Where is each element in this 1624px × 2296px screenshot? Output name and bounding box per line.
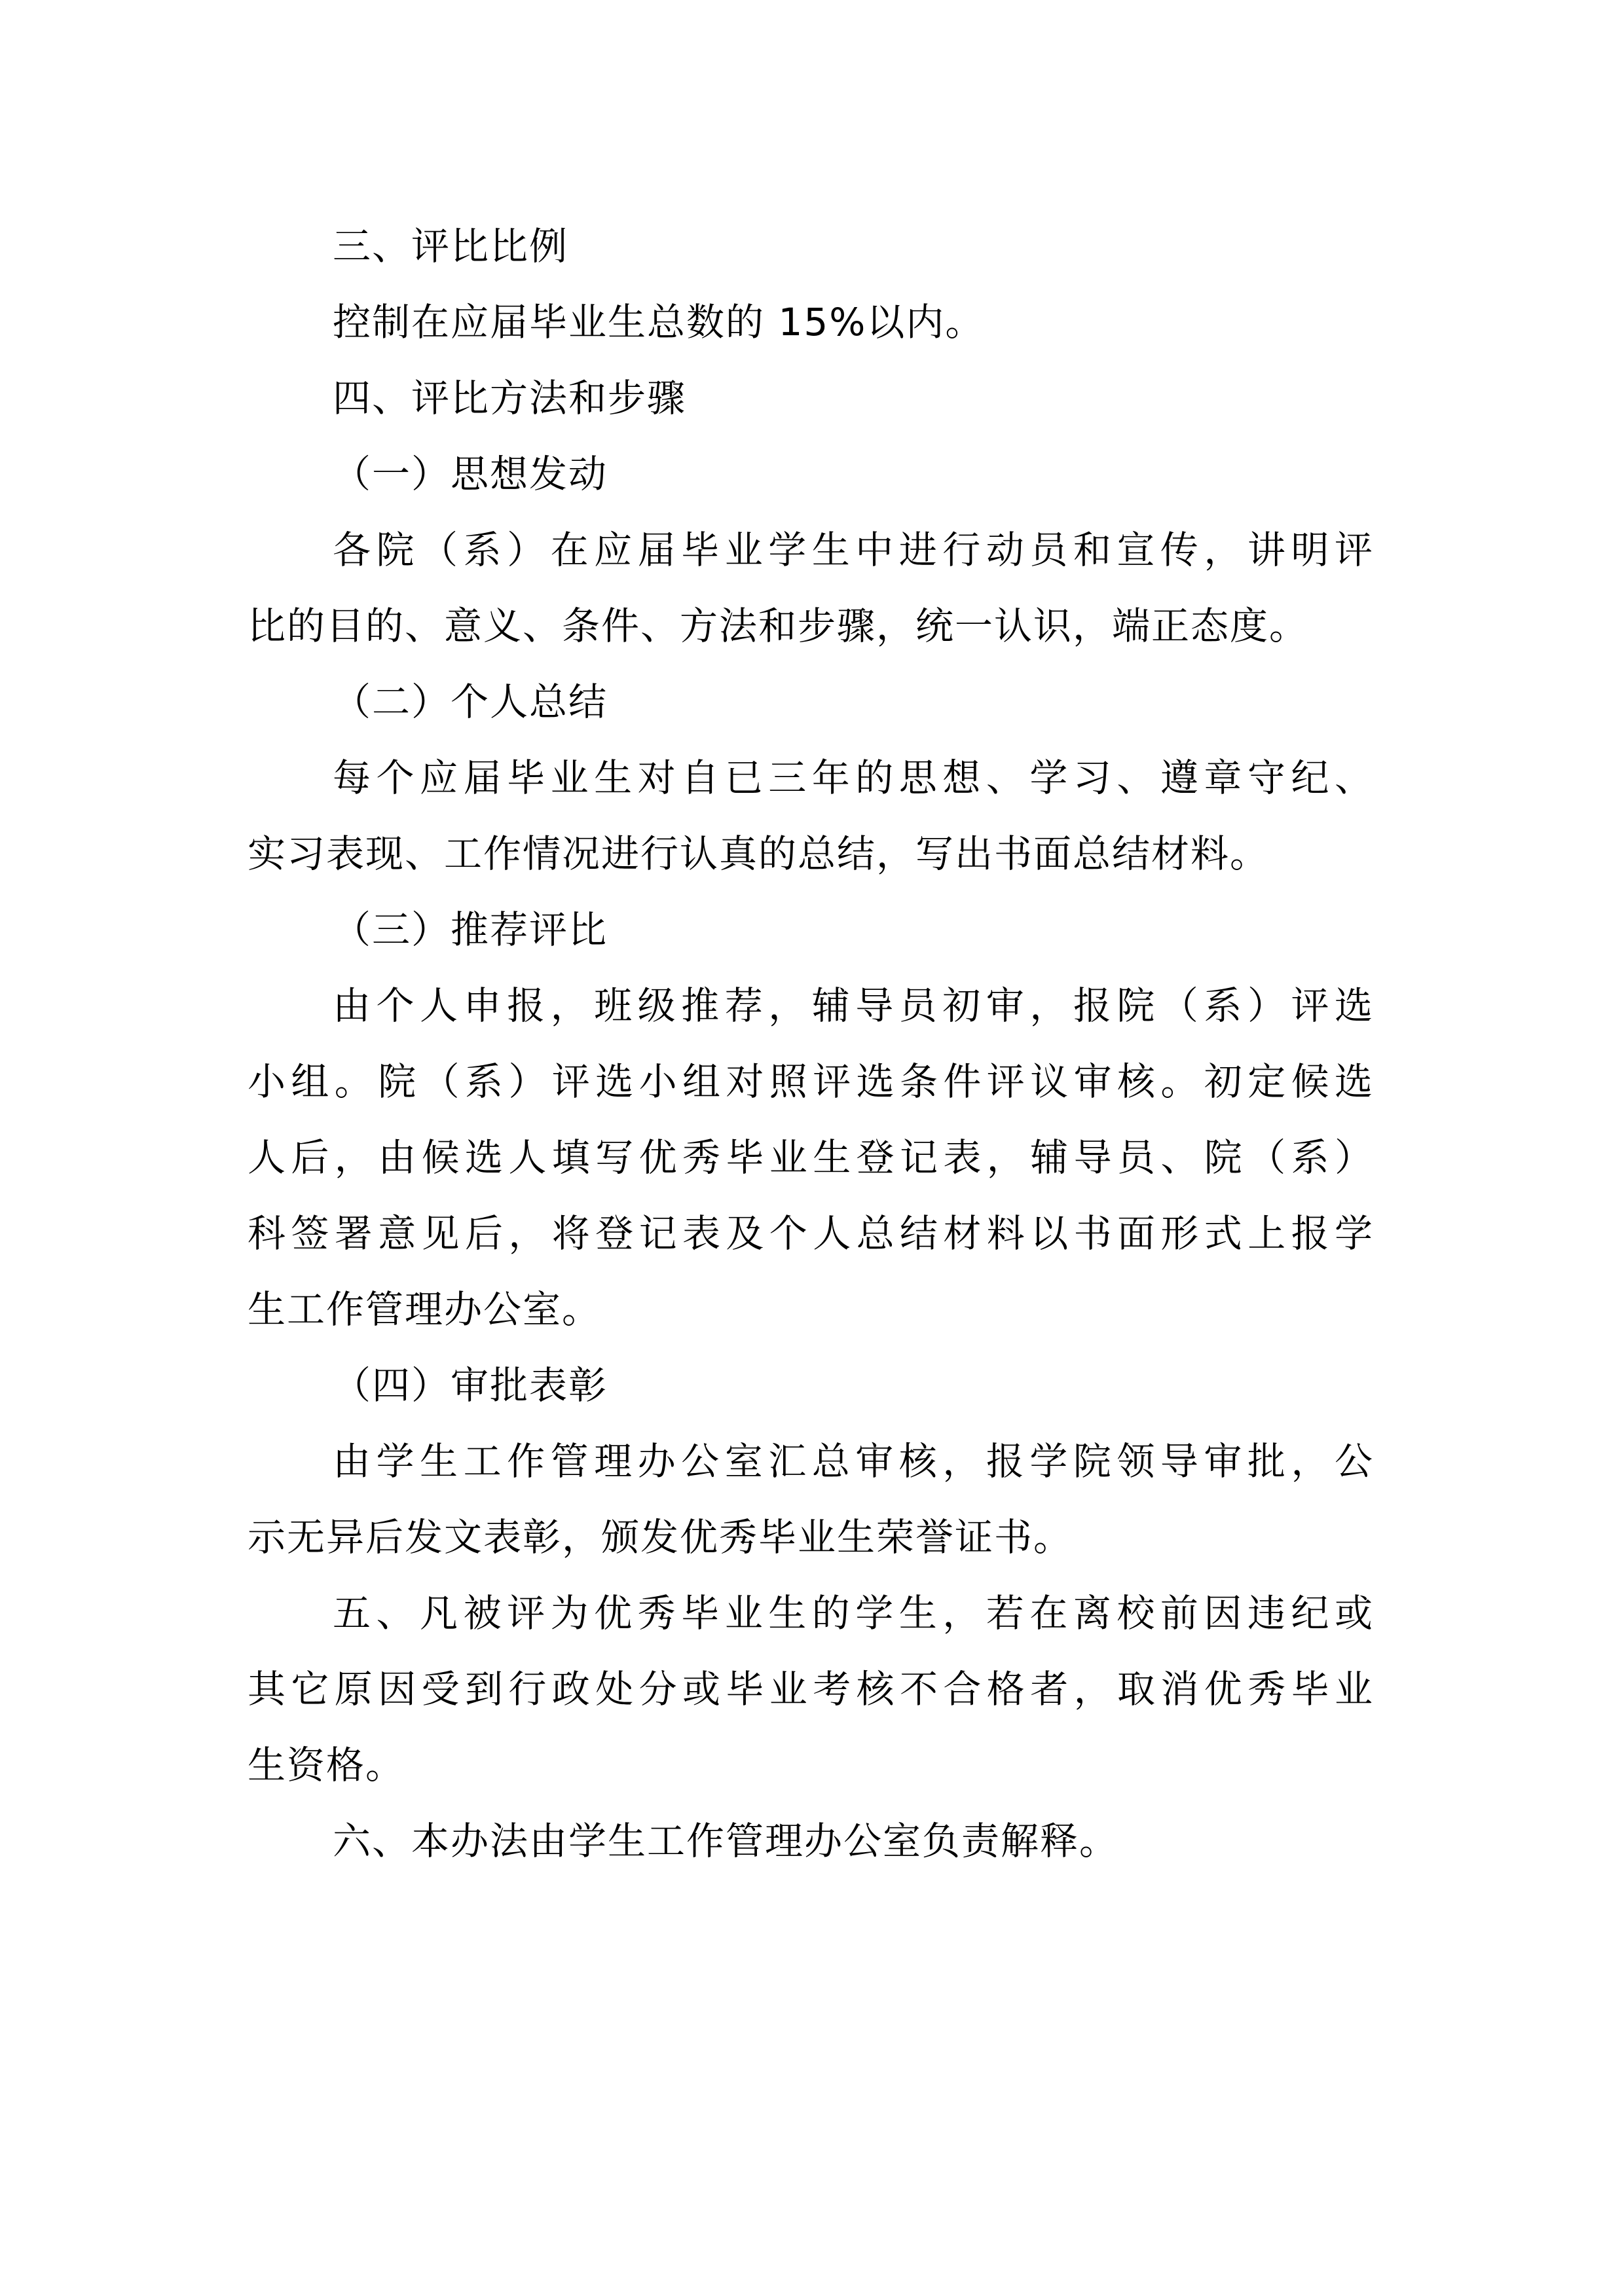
paragraph-line: 比的目的、意义、条件、方法和步骤，统一认识，端正态度。 <box>248 604 1309 648</box>
paragraph-line: 每个应届毕业生对自已三年的思想、学习、遵章守纪、 <box>333 756 1374 800</box>
section-heading-6: 六、本办法由学生工作管理办公室负责解释。 <box>333 1819 1119 1863</box>
paragraph-line: 其它原因受到行政处分或毕业考核不合格者，取消优秀毕业 <box>248 1667 1374 1711</box>
section-heading-5: 五、凡被评为优秀毕业生的学生，若在离校前因违纪或 <box>333 1591 1374 1635</box>
paragraph-line: 由学生工作管理办公室汇总审核，报学院领导审批，公 <box>333 1439 1374 1484</box>
paragraph-line: 生工作管理办公室。 <box>248 1287 602 1332</box>
subsection-heading-1: （一）思想发动 <box>333 452 608 496</box>
paragraph-line: 科签署意见后，将登记表及个人总结材料以书面形式上报学 <box>248 1211 1374 1256</box>
section-heading-3: 三、评比比例 <box>333 224 569 268</box>
section-heading-4: 四、评比方法和步骤 <box>333 376 687 420</box>
subsection-heading-4: （四）审批表彰 <box>333 1363 608 1408</box>
document-body <box>248 208 1374 1879</box>
paragraph-line: 示无异后发文表彰，颁发优秀毕业生荣誉证书。 <box>248 1515 1073 1559</box>
subsection-heading-2: （二）个人总结 <box>333 680 608 724</box>
paragraph-line: 小组。院（系）评选小组对照评选条件评议审核。初定候选 <box>248 1059 1374 1104</box>
paragraph-line: 人后，由候选人填写优秀毕业生登记表，辅导员、院（系） <box>248 1135 1374 1180</box>
subsection-heading-3: （三）推荐评比 <box>333 907 608 952</box>
paragraph-line: 各院（系）在应届毕业学生中进行动员和宣传，讲明评 <box>333 528 1374 572</box>
paragraph-line: 实习表现、工作情况进行认真的总结，写出书面总结材料。 <box>248 831 1270 876</box>
paragraph-line: 控制在应届毕业生总数的 15%以内。 <box>333 300 985 344</box>
paragraph-line: 由个人申报，班级推荐，辅导员初审，报院（系）评选 <box>333 983 1374 1028</box>
paragraph-line: 生资格。 <box>248 1743 405 1787</box>
